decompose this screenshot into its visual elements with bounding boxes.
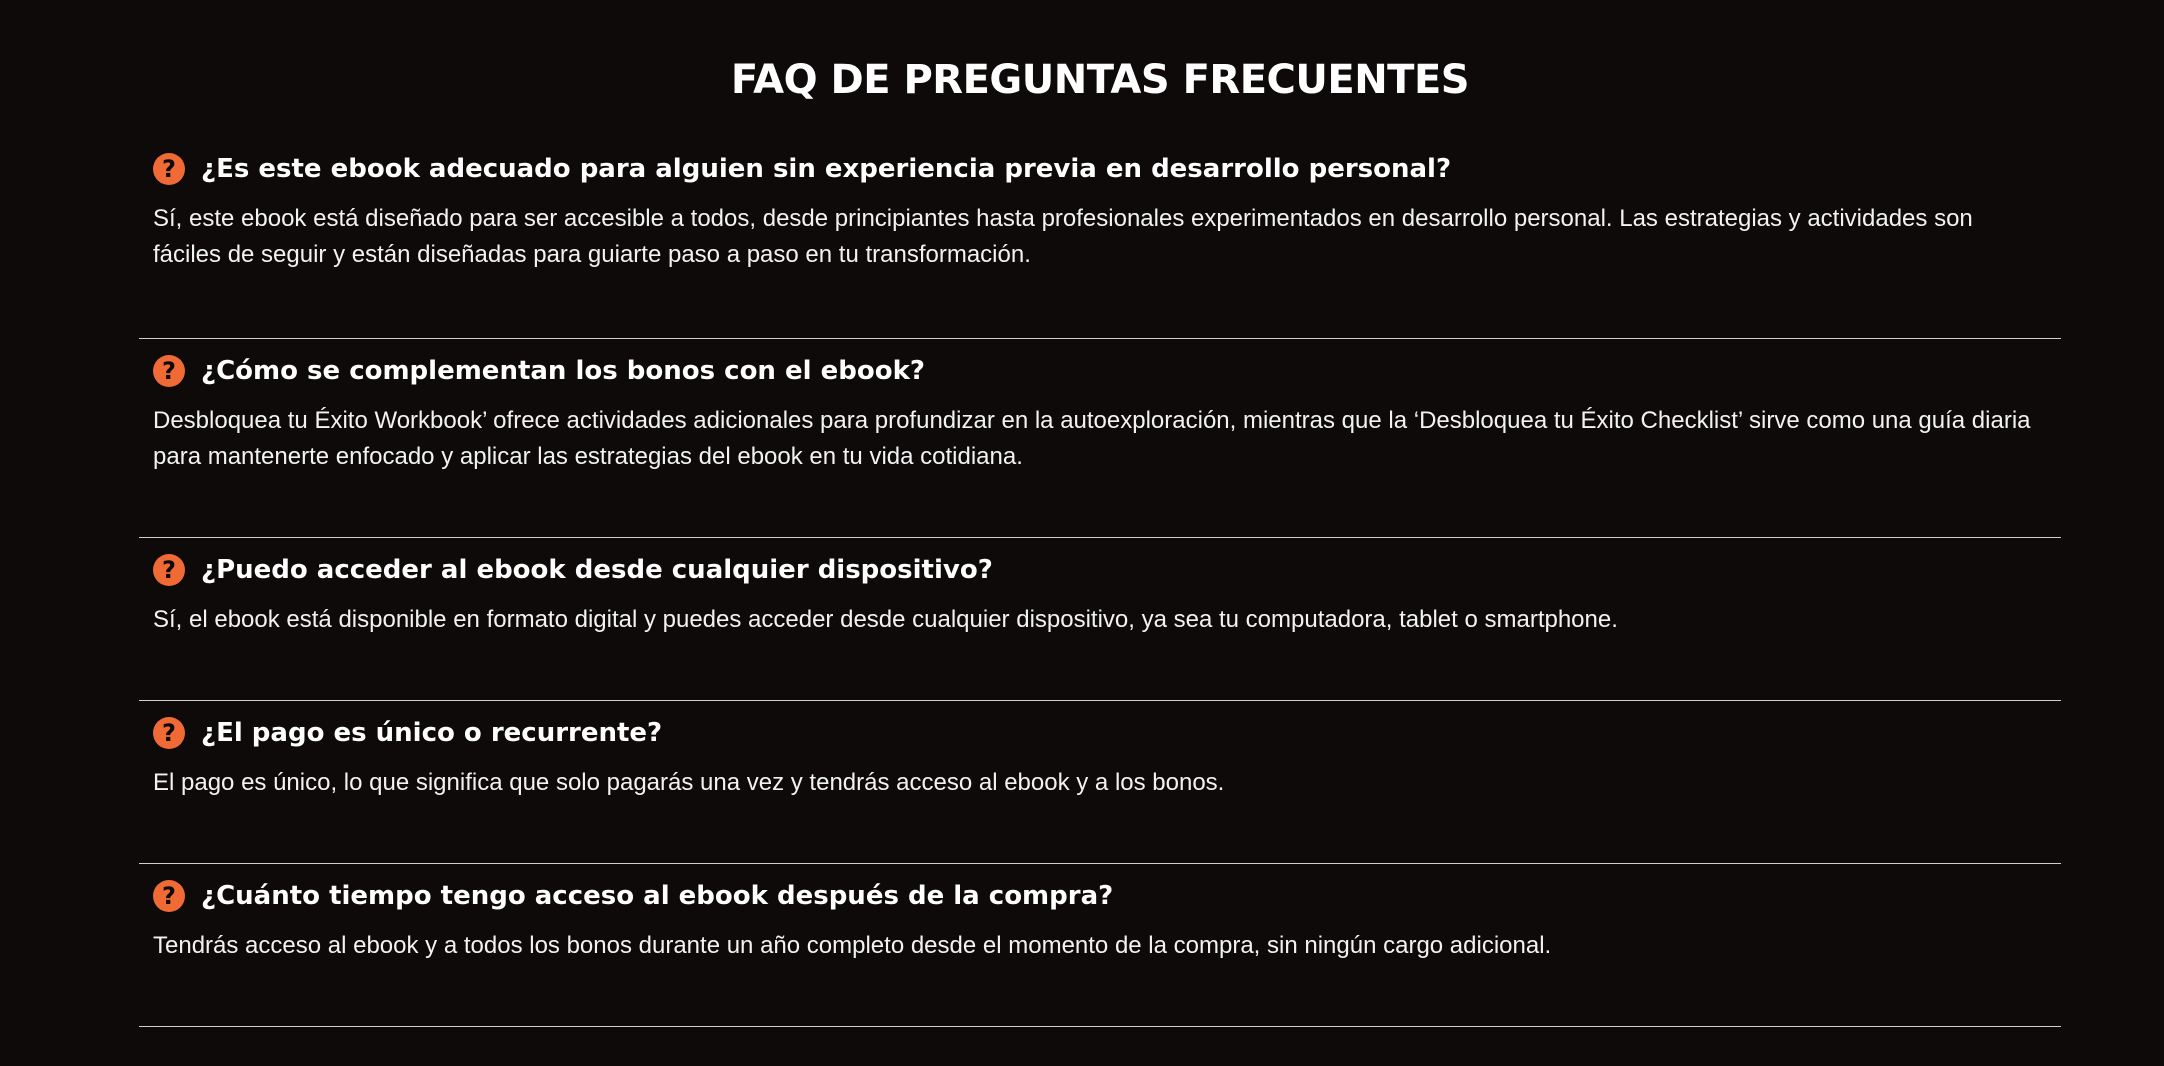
question-circle-icon: ? bbox=[153, 717, 185, 749]
faq-answer: El pago es único, lo que significa que solo pagarás una vez y tendrás acceso al ebook y a los bonos. bbox=[153, 769, 1225, 796]
faq-question-row[interactable] bbox=[153, 550, 2047, 590]
faq-answer: Sí, este ebook está diseñado para ser accesible a todos, desde principiantes hasta profesionales experimentados en desarrollo personal. Las estrategias y actividades son fáciles de seguir y están diseñadas para guiarte paso a paso en tu transformación. bbox=[153, 205, 1973, 268]
faq-question-row[interactable] bbox=[153, 351, 2047, 391]
faq-item[interactable] bbox=[139, 339, 2061, 538]
faq-answer: Tendrás acceso al ebook y a todos los bonos durante un año completo desde el momento de la compra, sin ningún cargo adicional. bbox=[153, 932, 1552, 959]
faq-question-row[interactable] bbox=[153, 713, 2047, 753]
faq-question-row[interactable] bbox=[153, 876, 2047, 916]
faq-item[interactable] bbox=[139, 538, 2061, 701]
faq-question: ¿Cómo se complementan los bonos con el ebook? bbox=[201, 356, 925, 386]
faq-list bbox=[139, 140, 2061, 1027]
question-circle-icon: ? bbox=[153, 153, 185, 185]
faq-question: ¿Cuánto tiempo tengo acceso al ebook después de la compra? bbox=[201, 881, 1114, 911]
faq-question-row[interactable] bbox=[153, 149, 2047, 189]
faq-item[interactable] bbox=[139, 701, 2061, 864]
page-title: FAQ DE PREGUNTAS FRECUENTES bbox=[730, 57, 1470, 103]
faq-question: ¿El pago es único o recurrente? bbox=[201, 718, 663, 748]
faq-answer: Desbloquea tu Éxito Workbook’ ofrece actividades adicionales para profundizar en la autoexploración, mientras que la ‘Desbloquea tu Éxito Checklist’ sirve como una guía diaria para mantenerte enfocado y aplicar las estrategias del ebook en tu vida cotidiana. bbox=[153, 407, 2031, 470]
question-circle-icon: ? bbox=[153, 355, 185, 387]
question-circle-icon: ? bbox=[153, 554, 185, 586]
faq-item[interactable] bbox=[139, 864, 2061, 1027]
faq-question: ¿Es este ebook adecuado para alguien sin experiencia previa en desarrollo personal? bbox=[201, 154, 1452, 184]
faq-item[interactable] bbox=[139, 140, 2061, 339]
faq-question: ¿Puedo acceder al ebook desde cualquier dispositivo? bbox=[201, 555, 993, 585]
question-circle-icon: ? bbox=[153, 880, 185, 912]
faq-answer: Sí, el ebook está disponible en formato digital y puedes acceder desde cualquier dispositivo, ya sea tu computadora, tablet o smartphone. bbox=[153, 606, 1618, 633]
